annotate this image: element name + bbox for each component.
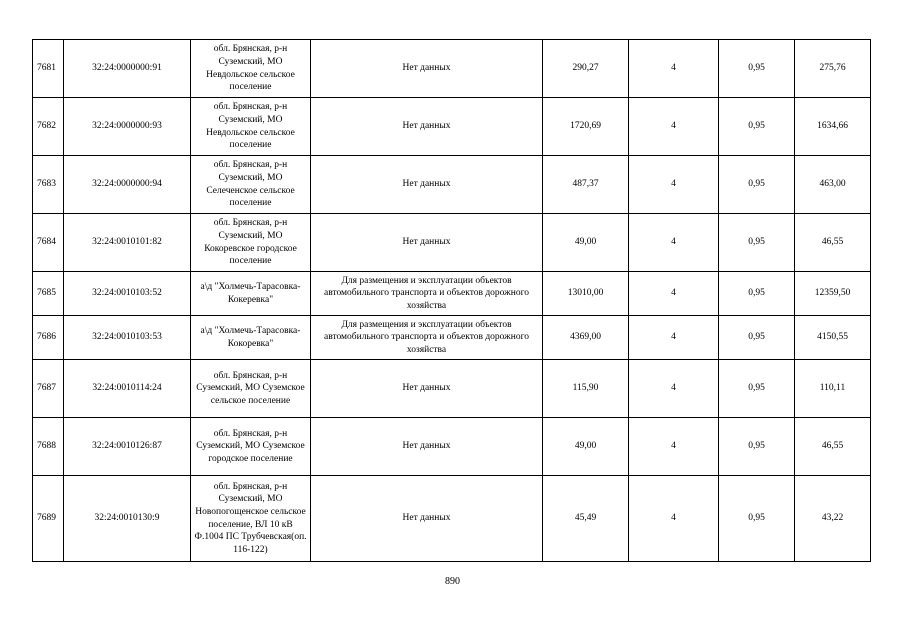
registry-table [32,39,871,562]
address: обл. Брянская, р-н Суземский, МО Суземское городское поселение [191,418,311,476]
result-value: 4150,55 [795,316,871,360]
row-number: 7683 [33,156,64,214]
address: обл. Брянская, р-н Суземский, МО Селеченское сельское поселение [191,156,311,214]
registry-body [33,40,871,562]
address: обл. Брянская, р-н Суземский, МО Новопогощенское сельское поселение, ВЛ 10 кВ Ф.1004 ПС Трубчевская(оп. 116-122) [191,476,311,562]
area: 13010,00 [543,272,629,316]
usage: Нет данных [311,156,543,214]
result-value: 463,00 [795,156,871,214]
area: 290,27 [543,40,629,98]
row-number: 7681 [33,40,64,98]
cadastral-number: 32:24:0010114:24 [64,360,191,418]
address: а\д "Холмечь-Тарасовка-Кокеревка" [191,272,311,316]
result-value: 46,55 [795,418,871,476]
group: 4 [629,418,719,476]
table-row [33,360,871,418]
result-value: 12359,50 [795,272,871,316]
address: а\д "Холмечь-Тарасовка-Кокоревка" [191,316,311,360]
address: обл. Брянская, р-н Суземский, МО Кокоревское городское поселение [191,214,311,272]
cadastral-number: 32:24:0010101:82 [64,214,191,272]
area: 49,00 [543,418,629,476]
result-value: 43,22 [795,476,871,562]
row-number: 7688 [33,418,64,476]
row-number: 7686 [33,316,64,360]
address: обл. Брянская, р-н Суземский, МО Невдольское сельское поселение [191,40,311,98]
result-value: 110,11 [795,360,871,418]
table-row [33,40,871,98]
usage: Нет данных [311,214,543,272]
group: 4 [629,476,719,562]
cadastral-number: 32:24:0000000:93 [64,98,191,156]
area: 49,00 [543,214,629,272]
usage: Нет данных [311,98,543,156]
area: 4369,00 [543,316,629,360]
cadastral-number: 32:24:0010126:87 [64,418,191,476]
coefficient: 0,95 [719,418,795,476]
area: 115,90 [543,360,629,418]
group: 4 [629,214,719,272]
table-row [33,156,871,214]
usage: Нет данных [311,418,543,476]
table-row [33,272,871,316]
result-value: 275,76 [795,40,871,98]
row-number: 7684 [33,214,64,272]
cadastral-number: 32:24:0000000:94 [64,156,191,214]
group: 4 [629,360,719,418]
group: 4 [629,316,719,360]
address: обл. Брянская, р-н Суземский, МО Суземское сельское поселение [191,360,311,418]
coefficient: 0,95 [719,98,795,156]
result-value: 1634,66 [795,98,871,156]
group: 4 [629,156,719,214]
row-number: 7687 [33,360,64,418]
cadastral-number: 32:24:0010103:53 [64,316,191,360]
group: 4 [629,98,719,156]
cadastral-number: 32:24:0010130:9 [64,476,191,562]
usage: Для размещения и эксплуатации объектов автомобильного транспорта и объектов дорожного хозяйства [311,316,543,360]
coefficient: 0,95 [719,316,795,360]
usage: Нет данных [311,40,543,98]
coefficient: 0,95 [719,272,795,316]
area: 487,37 [543,156,629,214]
area: 45,49 [543,476,629,562]
table-row [33,418,871,476]
cadastral-number: 32:24:0000000:91 [64,40,191,98]
cadastral-number: 32:24:0010103:52 [64,272,191,316]
area: 1720,69 [543,98,629,156]
usage: Для размещения и эксплуатации объектов автомобильного транспорта и объектов дорожного хозяйства [311,272,543,316]
address: обл. Брянская, р-н Суземский, МО Невдольское сельское поселение [191,98,311,156]
row-number: 7689 [33,476,64,562]
coefficient: 0,95 [719,156,795,214]
table-row [33,316,871,360]
result-value: 46,55 [795,214,871,272]
page-number: 890 [445,576,460,587]
row-number: 7682 [33,98,64,156]
table-row [33,214,871,272]
coefficient: 0,95 [719,476,795,562]
group: 4 [629,40,719,98]
table-row [33,98,871,156]
usage: Нет данных [311,476,543,562]
table-row [33,476,871,562]
row-number: 7685 [33,272,64,316]
group: 4 [629,272,719,316]
coefficient: 0,95 [719,40,795,98]
coefficient: 0,95 [719,214,795,272]
usage: Нет данных [311,360,543,418]
coefficient: 0,95 [719,360,795,418]
